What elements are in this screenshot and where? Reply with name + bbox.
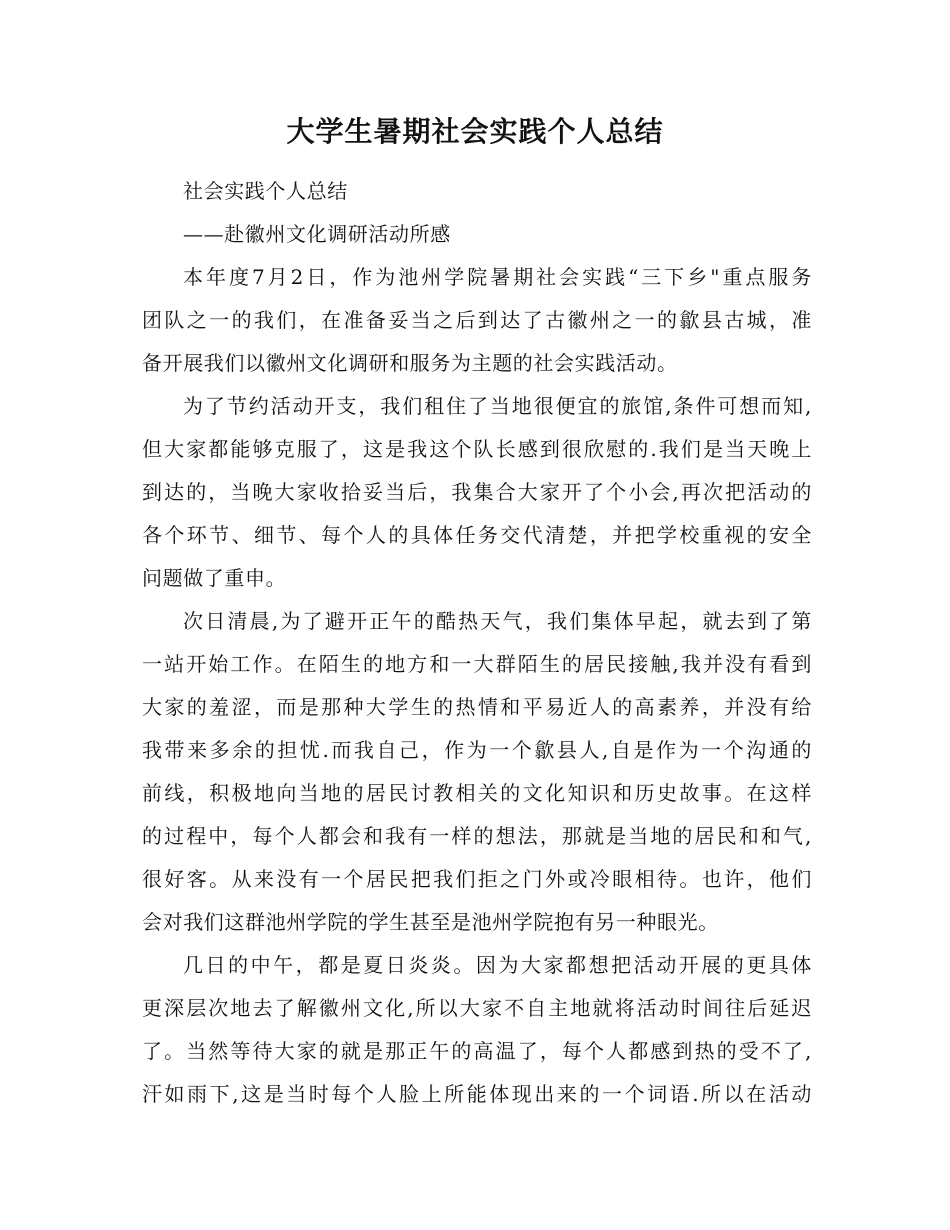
text-line: 更深层次地去了解徽州文化,所以大家不自主地就将活动时间往后延迟 — [142, 996, 812, 1020]
text-line: 的过程中，每个人都会和我有一样的想法，那就是当地的居民和和气, — [142, 824, 812, 848]
document-body — [142, 170, 812, 1116]
document-title: 大学生暑期社会实践个人总结 — [286, 115, 664, 148]
text-line: 团队之一的我们，在准备妥当之后到达了古徽州之一的歙县古城，准 — [142, 308, 812, 332]
text-line: ——赴徽州文化调研活动所感 — [183, 222, 451, 246]
text-line: 大家的羞涩，而是那种大学生的热情和平易近人的高素养，并没有给 — [142, 695, 812, 719]
text-line: 本年度7月2日，作为池州学院暑期社会实践“三下乡"重点服务 — [183, 265, 812, 289]
text-line: 次日清晨,为了避开正午的酷热天气，我们集体早起，就去到了第 — [183, 609, 812, 633]
text-line: 一站开始工作。在陌生的地方和一大群陌生的居民接触,我并没有看到 — [142, 652, 812, 676]
text-line: 为了节约活动开支，我们租住了当地很便宜的旅馆,条件可想而知, — [183, 394, 812, 418]
text-line: 问题做了重申。 — [142, 566, 287, 590]
text-line: 社会实践个人总结 — [183, 179, 348, 203]
text-line: 了。当然等待大家的就是那正午的高温了，每个人都感到热的受不了, — [142, 1039, 812, 1063]
text-line: 会对我们这群池州学院的学生甚至是池州学院抱有另一种眼光。 — [142, 910, 719, 934]
text-line: 各个环节、细节、每个人的具体任务交代清楚，并把学校重视的安全 — [142, 523, 812, 547]
text-line: 前线，积极地向当地的居民讨教相关的文化知识和历史故事。在这样 — [142, 781, 812, 805]
text-line: 汗如雨下,这是当时每个人脸上所能体现出来的一个词语.所以在活动 — [142, 1082, 812, 1106]
text-line: 很好客。从来没有一个居民把我们拒之门外或冷眼相待。也许，他们 — [142, 867, 812, 891]
text-line: 几日的中午，都是夏日炎炎。因为大家都想把活动开展的更具体 — [183, 953, 812, 977]
text-line: 但大家都能够克服了，这是我这个队长感到很欣慰的.我们是当天晚上 — [142, 437, 812, 461]
text-line: 到达的，当晚大家收拾妥当后，我集合大家开了个小会,再次把活动的 — [142, 480, 812, 504]
text-line: 我带来多余的担忧.而我自己，作为一个歙县人,自是作为一个沟通的 — [142, 738, 812, 762]
text-line: 备开展我们以徽州文化调研和服务为主题的社会实践活动。 — [142, 351, 678, 375]
